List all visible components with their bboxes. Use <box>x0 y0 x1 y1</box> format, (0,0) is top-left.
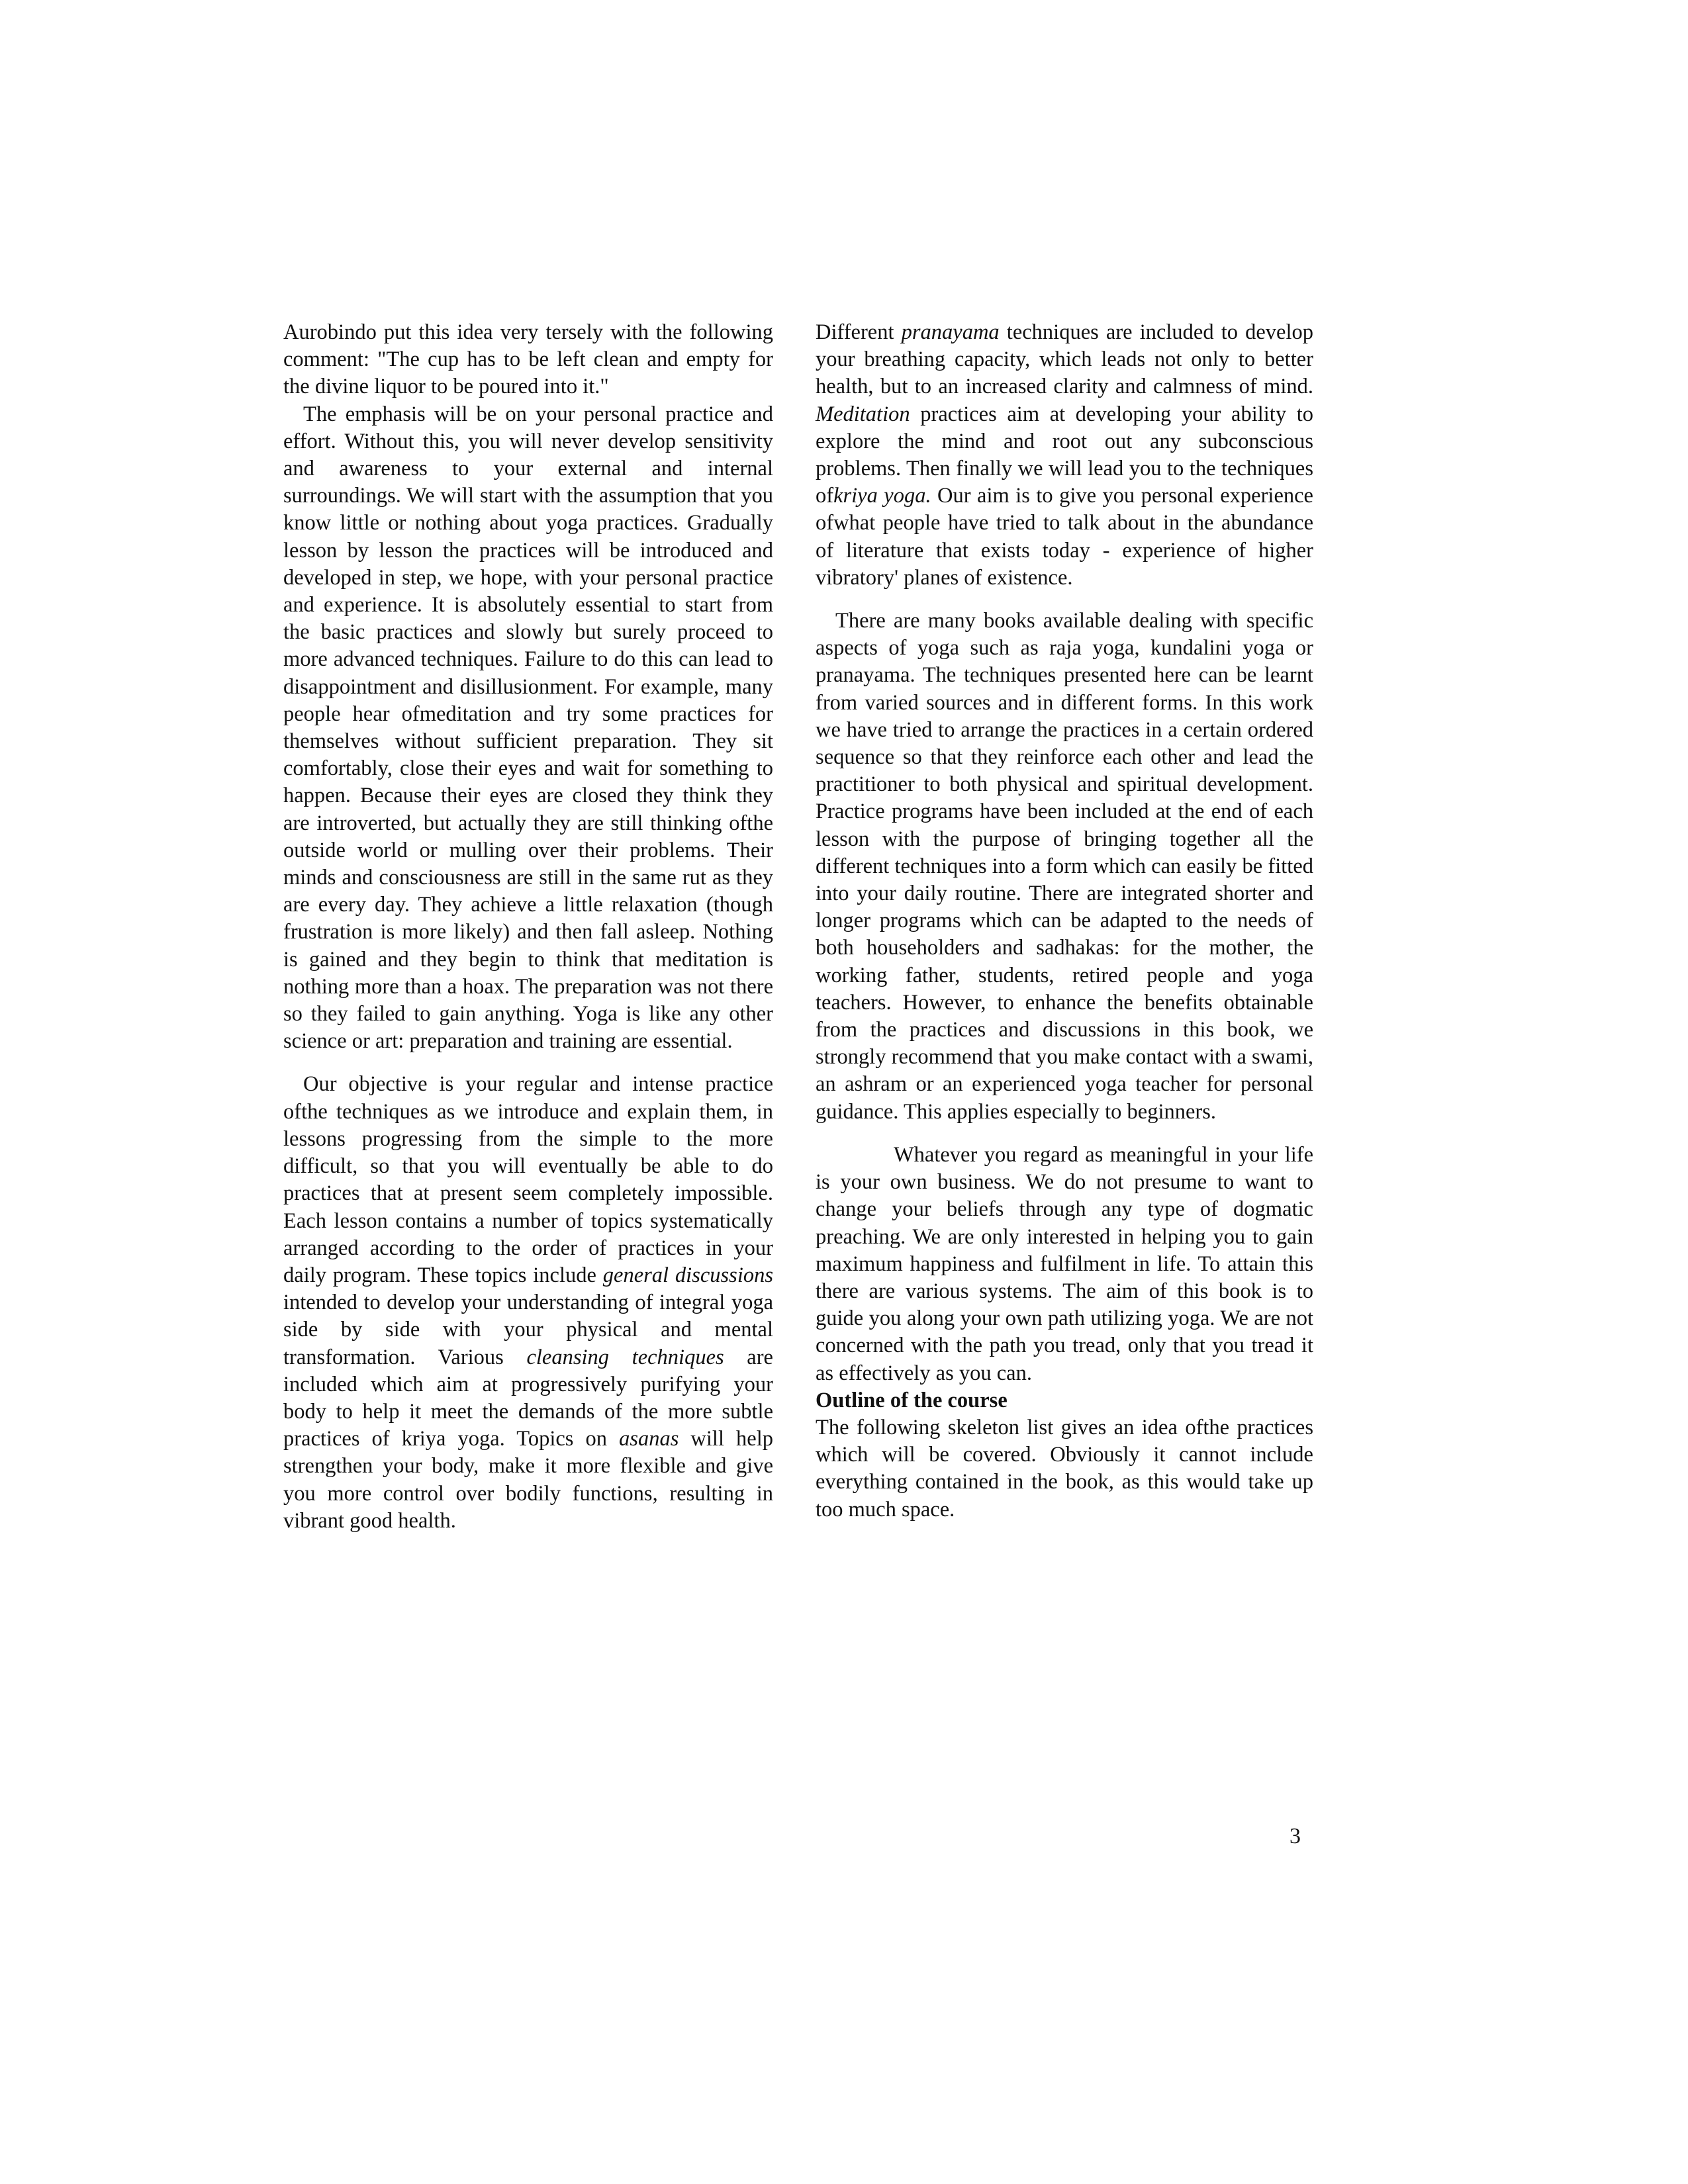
emphasis-text: kriya yoga. <box>833 484 931 508</box>
paragraph <box>283 1071 773 1534</box>
emphasis-text: Meditation <box>816 402 910 426</box>
text-run: Different <box>816 320 902 344</box>
paragraph: The following skeleton list gives an idea ofthe practices which will be covered. Obviously it cannot include everything contained in the book, as this would take up too much space. <box>816 1415 1313 1522</box>
left-column <box>283 319 773 1535</box>
paragraph <box>816 319 1313 592</box>
text-run: intended to develop your understanding of integral yoga side by side with your physical and mental transformation. Various <box>283 1291 773 1369</box>
text-run: practices aim at developing your ability to explore the mind and root out any subconscious problems. Then finally we will lead you to the techniques of <box>816 402 1313 508</box>
emphasis-text: pranayama <box>901 320 1000 344</box>
emphasis-text: asanas <box>619 1427 679 1451</box>
right-column <box>816 319 1313 1524</box>
text-run: will help strengthen your body, make it more flexible and give you more control over bodily functions, resulting in vibrant good health. <box>283 1427 774 1533</box>
emphasis-text: cleansing techniques <box>526 1345 724 1369</box>
paragraph: The emphasis will be on your personal practice and effort. Without this, you will never develop sensitivity and awareness to your external and internal surroundings. We will start with the assumption that you know little or nothing about yoga practices. Gradually lesson by lesson the practices will be introduced and developed in step, we hope, with your personal practice and experience. It is absolutely essential to start from the basic practices and slowly but surely proceed to more advanced techniques. Failure to do this can lead to disappointment and disillusionment. For example, many people hear ofmeditation and try some practices for themselves without sufficient preparation. They sit comfortably, close their eyes and wait for something to happen. Because their eyes are closed they think they are introverted, but actually they are still thinking ofthe outside world or mulling over their problems. Their minds and consciousness are still in the same rut as they are every day. They achieve a little relaxation (though frustration is more likely) and then fall asleep. Nothing is gained and they begin to think that meditation is nothing more than a hoax. The preparation was not there so they failed to gain anything. Yoga is like any other science or art: preparation and training are essential. <box>283 402 773 1054</box>
section-heading: Outline of the course <box>816 1388 1008 1412</box>
paragraph: There are many books available dealing with specific aspects of yoga such as raja yoga, kundalini yoga or pranayama. The techniques presented here can be learnt from varied sources and in different forms. In this work we have tried to arrange the practices in a certain ordered sequence so that they reinforce each other and lead the practitioner to both physical and spiritual development. Practice programs have been included at the end of each lesson with the purpose of bringing together all the different techniques into a form which can easily be fitted into your daily routine. There are integrated shorter and longer programs which can be adapted to the needs of both householders and sadhakas: for the mother, the working father, students, retired people and yoga teachers. However, to enhance the benefits obtainable from the practices and discussions in this book, we strongly recommend that you make contact with a swami, an ashram or an experienced yoga teacher for personal guidance. This applies especially to beginners. <box>816 609 1313 1124</box>
text-run: Our objective is your regular and intense practice ofthe techniques as we introduce and explain them, in lessons progressing from the simple to the more difficult, so that you will eventually be able to do practices that at present seem completely impossible. Each lesson contains a number of topics systematically arranged according to the order of practices in your daily program. These topics include <box>283 1072 773 1287</box>
text-run: Our aim is to give you personal experience ofwhat people have tried to talk about in the abundance of literature that exists today - experience of higher vibratory' planes of existence. <box>816 484 1313 590</box>
text-run: are included which aim at progressively purifying your body to help it meet the demands of the more subtle practices of kriya yoga. Topics on <box>283 1345 773 1451</box>
paragraph: Whatever you regard as meaningful in your life is your own business. We do not presume to want to change your beliefs through any type of dogmatic preaching. We are only interested in helping you to gain maximum happiness and fulfilment in life. To attain this there are various systems. The aim of this book is to guide you along your own path utilizing yoga. We are not concerned with the path you tread, only that you tread it as effectively as you can. <box>816 1142 1313 1385</box>
emphasis-text: general discussions <box>602 1263 774 1287</box>
paragraph: Aurobindo put this idea very tersely with the following comment: "The cup has to be left clean and empty for the divine liquor to be poured into it." <box>283 320 773 399</box>
text-run: techniques are included to develop your breathing capacity, which leads not only to better health, but to an increased clarity and calmness of mind. <box>816 320 1313 399</box>
page-number: 3 <box>1289 1824 1301 1848</box>
